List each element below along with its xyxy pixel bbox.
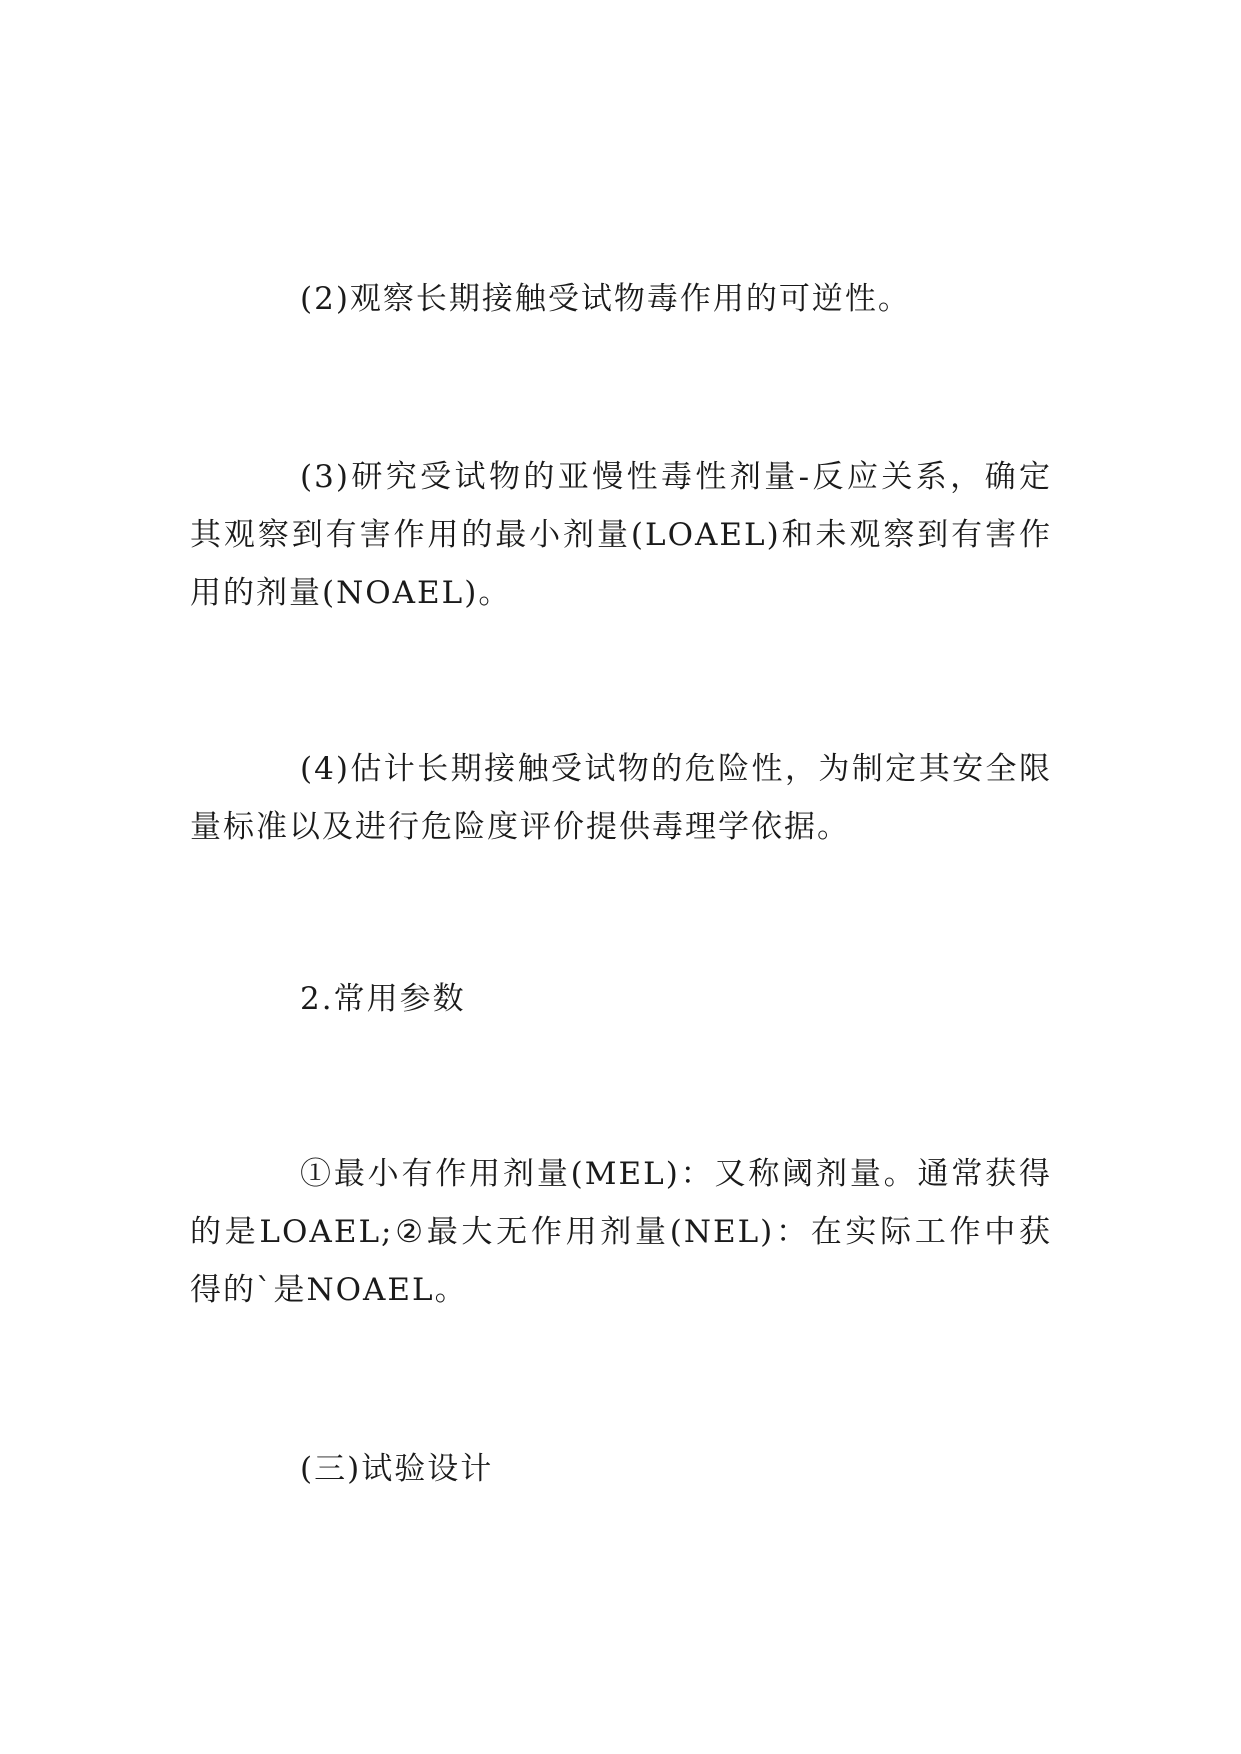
section-heading-common-parameters: 2.常用参数 (300, 981, 466, 1017)
paragraph-dose-response: (3)研究受试物的亚慢性毒性剂量-反应关系，确定其观察到有害作用的最小剂量(LOAEL)和未观察到有害作用的剂量(NOAEL)。 (190, 459, 1052, 611)
paragraph-risk-estimate: (4)估计长期接触受试物的危险性，为制定其安全限量标准以及进行危险度评价提供毒理学依据。 (190, 751, 1052, 845)
paragraph-parameters: ①最小有作用剂量(MEL)：又称阈剂量。通常获得的是LOAEL;②最大无作用剂量(NEL)：在实际工作中获得的`是NOAEL。 (190, 1156, 1052, 1308)
section-heading-test-design: (三)试验设计 (300, 1451, 494, 1487)
paragraph-reversibility: (2)观察长期接触受试物毒作用的可逆性。 (300, 281, 911, 317)
